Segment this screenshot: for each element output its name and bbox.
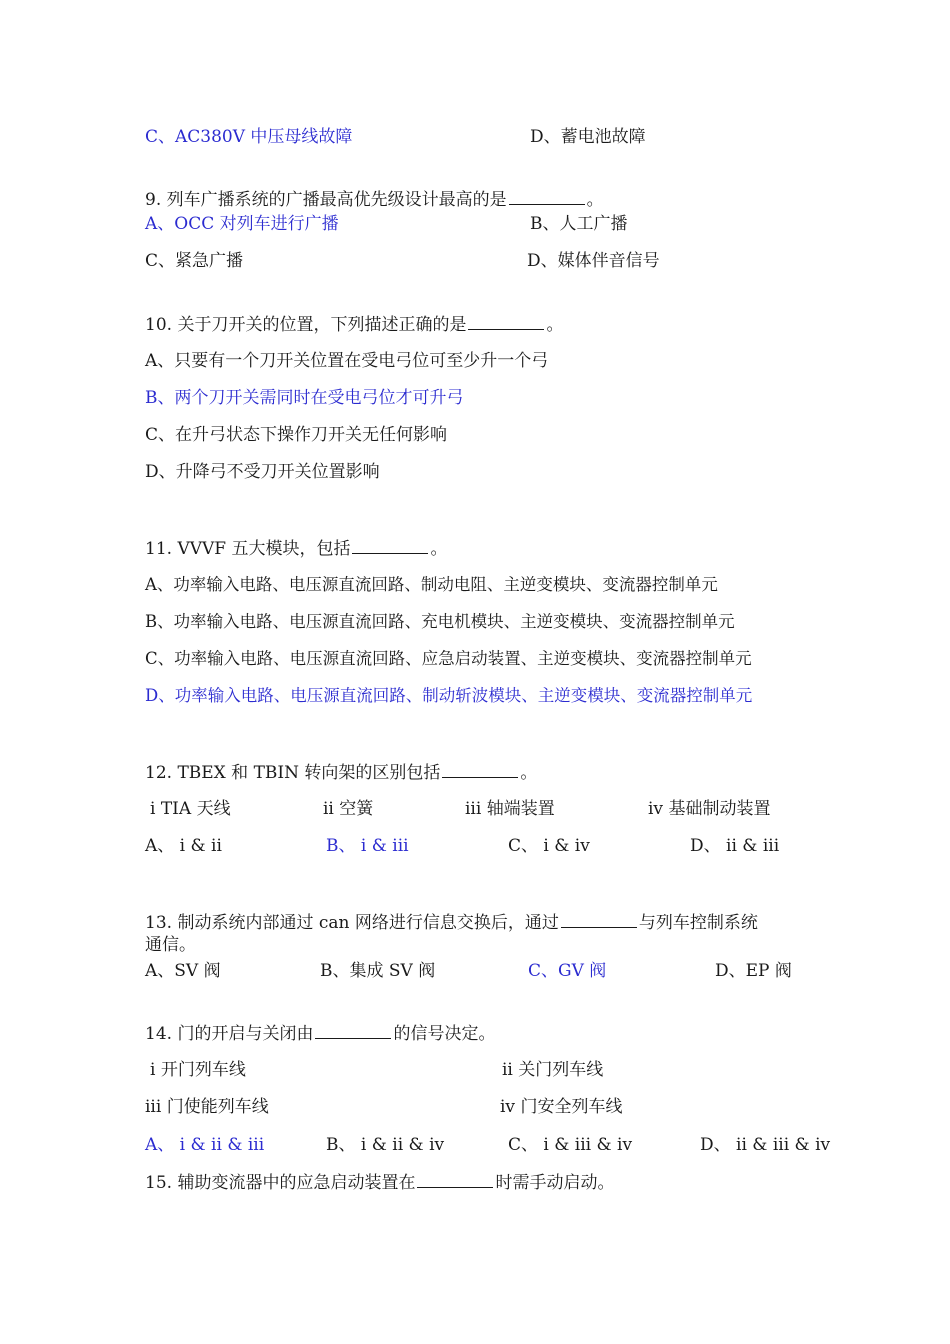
q15-stem [145,1171,614,1194]
q10-stem-text: 10. 关于刀开关的位置，下列描述正确的是 [145,315,467,335]
q12-item-iii: iii 轴端装置 [465,799,555,819]
q9-stem-text: 9. 列车广播系统的广播最高优先级设计最高的是 [145,190,507,210]
q10-option-d: D、升降弓不受刀开关位置影响 [145,462,380,482]
q13-stem-text-2: 与列车控制系统 [638,913,758,933]
q12-option-b: B、 i & iii [326,836,409,856]
q10-stem [145,313,563,336]
q8-option-d: D、蓄电池故障 [530,127,646,147]
q10-stem-end: 。 [546,315,564,335]
answer-blank [509,188,585,205]
q14-stem-text: 14. 门的开启与关闭由 [145,1024,314,1044]
q14-option-d: D、 ii & iii & iv [700,1135,831,1155]
q11-stem [145,537,447,560]
q15-stem-end: 时需手动启动。 [495,1173,615,1193]
q12-option-d: D、 ii & iii [690,836,780,856]
q9-stem [145,188,604,211]
q9-option-b: B、人工广播 [530,214,628,234]
q14-item-iii: iii 门使能列车线 [145,1097,269,1117]
answer-blank [352,537,428,554]
q11-option-b: B、功率输入电路、电压源直流回路、充电机模块、主逆变模块、变流器控制单元 [145,612,735,631]
q14-option-b: B、 i & ii & iv [326,1135,445,1155]
q11-stem-text: 11. VVVF 五大模块，包括 [145,539,351,559]
answer-blank [315,1022,391,1039]
q13-stem [145,911,758,934]
q11-option-d: D、功率输入电路、电压源直流回路、制动斩波模块、主逆变模块、变流器控制单元 [145,686,753,705]
q11-stem-end: 。 [430,539,448,559]
q13-stem-text: 13. 制动系统内部通过 can 网络进行信息交换后，通过 [145,913,559,933]
q12-option-c: C、 i & iv [508,836,590,856]
q13-option-c: C、GV 阀 [528,961,607,981]
q11-option-a: A、功率输入电路、电压源直流回路、制动电阻、主逆变模块、变流器控制单元 [145,575,718,594]
q11-option-c: C、功率输入电路、电压源直流回路、应急启动装置、主逆变模块、变流器控制单元 [145,649,752,668]
q14-item-iv: iv 门安全列车线 [500,1097,623,1117]
q9-option-d: D、媒体伴音信号 [527,251,660,271]
q10-option-a: A、只要有一个刀开关位置在受电弓位可至少升一个弓 [145,351,549,371]
q12-stem [145,761,537,784]
q12-item-i: i TIA 天线 [150,799,231,819]
q14-item-ii: ii 关门列车线 [502,1060,604,1080]
q14-option-c: C、 i & iii & iv [508,1135,633,1155]
answer-blank [417,1171,493,1188]
q12-item-iv: iv 基础制动装置 [648,799,771,819]
q12-item-ii: ii 空簧 [323,799,374,819]
q9-option-c: C、紧急广播 [145,251,244,271]
q10-option-b: B、两个刀开关需同时在受电弓位才可升弓 [145,388,464,408]
q14-stem [145,1022,495,1045]
q9-option-a: A、OCC 对列车进行广播 [145,214,339,234]
q13-option-a: A、SV 阀 [145,961,221,981]
answer-blank [561,911,637,928]
q15-stem-text: 15. 辅助变流器中的应急启动装置在 [145,1173,416,1193]
q13-stem-line2: 通信。 [145,935,196,955]
q12-stem-end: 。 [520,763,538,783]
q9-stem-end: 。 [586,190,604,210]
q14-option-a: A、 i & ii & iii [145,1135,265,1155]
answer-blank [468,313,544,330]
q14-item-i: i 开门列车线 [150,1060,246,1080]
q10-option-c: C、在升弓状态下操作刀开关无任何影响 [145,425,448,445]
answer-blank [442,761,518,778]
q13-option-b: B、集成 SV 阀 [320,961,436,981]
q12-option-a: A、 i & ii [145,836,222,856]
q12-stem-text: 12. TBEX 和 TBIN 转向架的区别包括 [145,763,441,783]
q8-option-c: C、AC380V 中压母线故障 [145,127,353,147]
q14-stem-end: 的信号决定。 [393,1024,496,1044]
q13-option-d: D、EP 阀 [715,961,792,981]
